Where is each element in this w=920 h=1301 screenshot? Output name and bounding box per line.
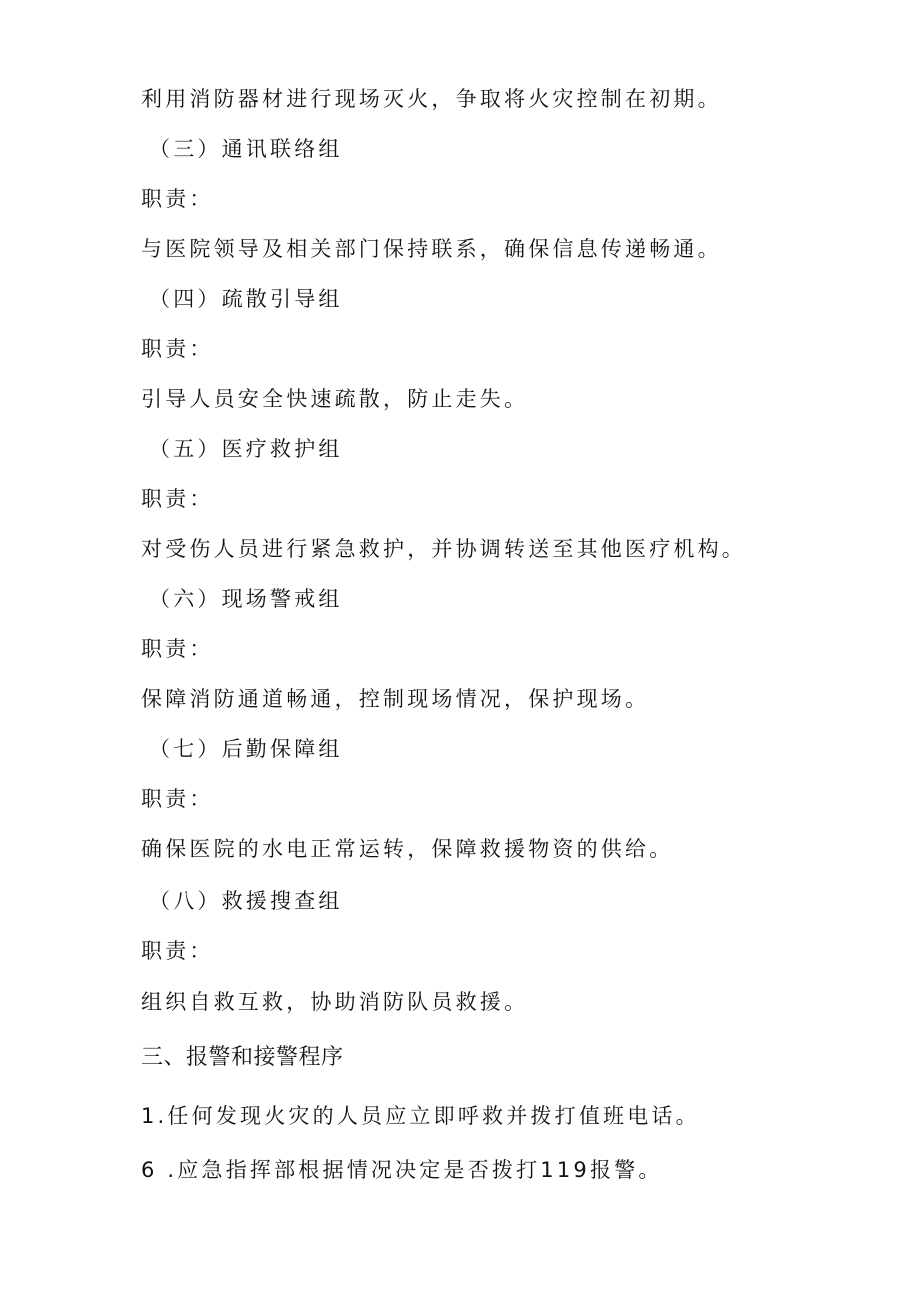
duty-label: 职责：	[141, 187, 214, 211]
paragraph-communication-duty: 与医院领导及相关部门保持联系，确保信息传递畅通。	[141, 237, 722, 261]
procedure-step-1: 1.任何发现火灾的人员应立即呼救并拨打值班电话。	[141, 1104, 700, 1128]
paragraph-medical-duty: 对受伤人员进行紧急救护，并协调转送至其他医疗机构。	[141, 537, 746, 561]
paragraph-evacuation-duty: 引导人员安全快速疏散，防止走失。	[141, 387, 529, 411]
heading-evacuation-group: （四）疏散引导组	[149, 287, 343, 311]
duty-label: 职责：	[141, 337, 214, 361]
duty-label: 职责：	[141, 637, 214, 661]
duty-label: 职责：	[141, 787, 214, 811]
heading-communication-group: （三）通讯联络组	[149, 137, 343, 161]
paragraph-security-duty: 保障消防通道畅通，控制现场情况，保护现场。	[141, 687, 650, 711]
heading-security-group: （六）现场警戒组	[149, 587, 343, 611]
heading-logistics-group: （七）后勤保障组	[149, 737, 343, 761]
section-heading-alarm-procedure: 三、报警和接警程序	[141, 1045, 344, 1070]
duty-label: 职责：	[141, 939, 214, 963]
heading-rescue-group: （八）救援搜查组	[149, 889, 343, 913]
procedure-step-6: 6 .应急指挥部根据情况决定是否拨打119报警。	[141, 1158, 663, 1182]
duty-label: 职责：	[141, 487, 214, 511]
heading-medical-group: （五）医疗救护组	[149, 437, 343, 461]
paragraph-logistics-duty: 确保医院的水电正常运转，保障救援物资的供给。	[141, 837, 674, 861]
paragraph-rescue-duty: 组织自救互救，协助消防队员救援。	[141, 990, 529, 1014]
paragraph-fire-fighting: 利用消防器材进行现场灭火，争取将火灾控制在初期。	[141, 87, 722, 111]
